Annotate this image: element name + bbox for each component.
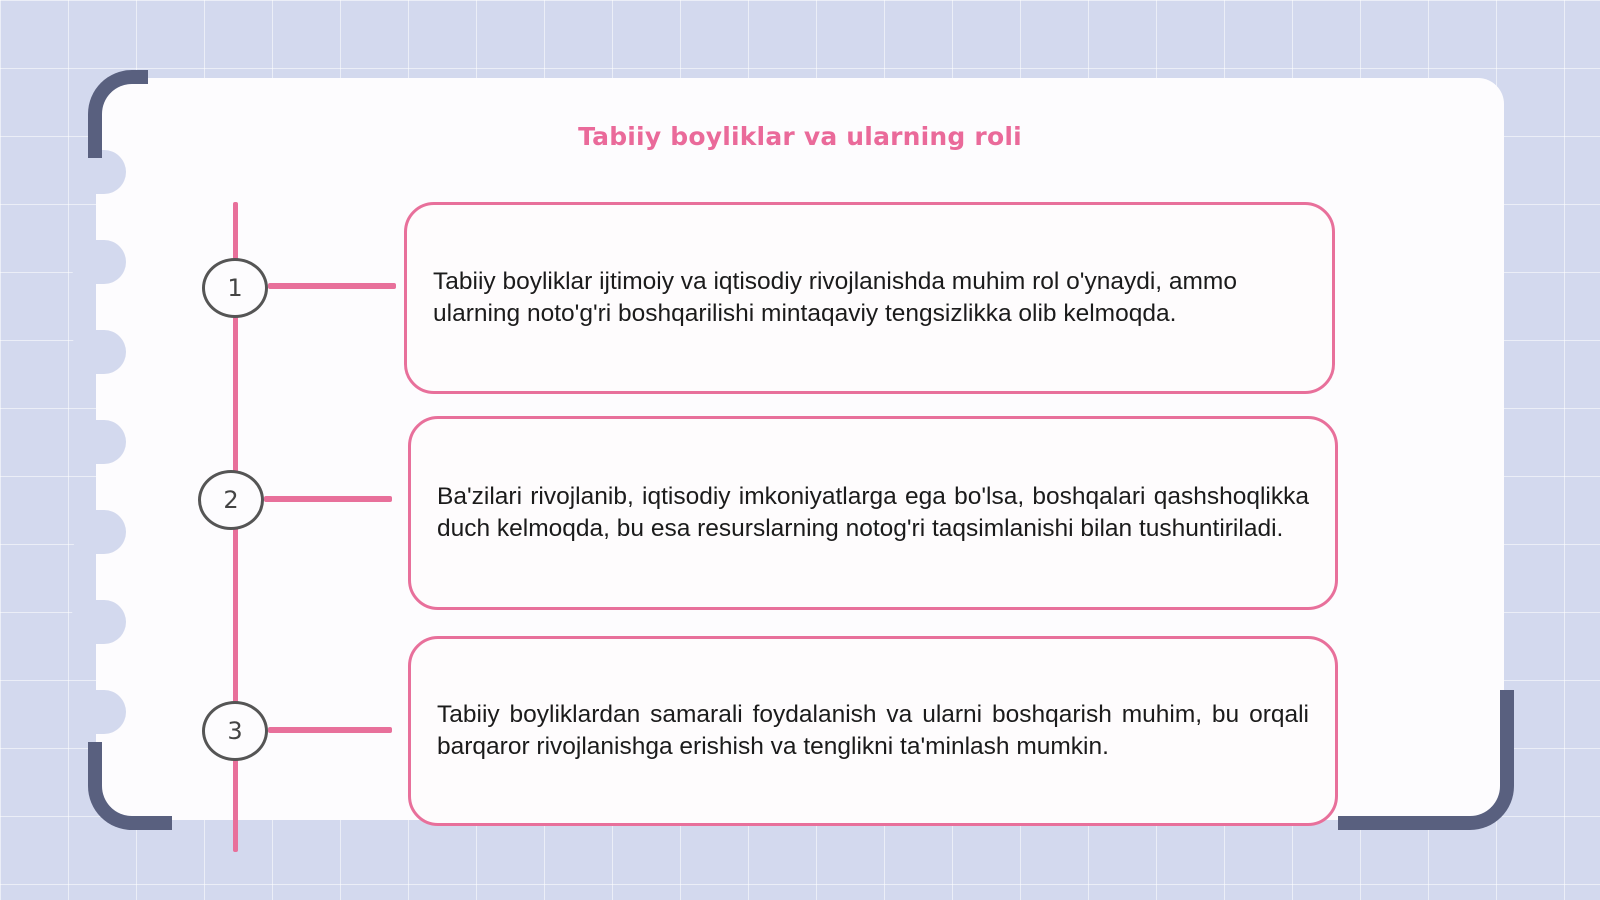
binder-notch (70, 330, 126, 374)
frame-corner-bottom-right (1338, 690, 1514, 830)
step-2-number: 2 (198, 470, 264, 530)
binder-notch (70, 240, 126, 284)
step-1-text: Tabiiy boyliklar ijtimoiy va iqtisodiy rivojlanishda muhim rol o'ynaydi, ammo ularning noto'g'ri boshqarilishi mintaqaviy tengsizlikka olib kelmoqda. (433, 268, 1237, 327)
binder-notch (70, 600, 126, 644)
step-1-connector (268, 283, 396, 289)
binder-notch (70, 690, 126, 734)
slide-title: Tabiiy boyliklar va ularning roli (578, 122, 1022, 151)
binder-notch (70, 420, 126, 464)
frame-corner-bottom-left (88, 742, 172, 830)
step-3-number: 3 (202, 701, 268, 761)
step-3-text: Tabiiy boyliklardan samarali foydalanish va ularni boshqarish muhim, bu orqali barqaror rivojlanishga erishish va tenglikni ta'minlash mumkin. (437, 701, 1309, 760)
binder-notch (70, 510, 126, 554)
step-2-text: Ba'zilari rivojlanib, iqtisodiy imkoniyatlarga ega bo'lsa, boshqalari qashshoqlikka duch kelmoqda, bu esa resurslarning notog'ri taqsimlanishi bilan tushuntiriladi. (437, 483, 1309, 542)
step-2-connector (264, 496, 392, 502)
step-1-number: 1 (202, 258, 268, 318)
step-1-card (404, 202, 1335, 394)
step-3-card (408, 636, 1338, 826)
step-3-connector (268, 727, 392, 733)
step-2-card (408, 416, 1338, 610)
